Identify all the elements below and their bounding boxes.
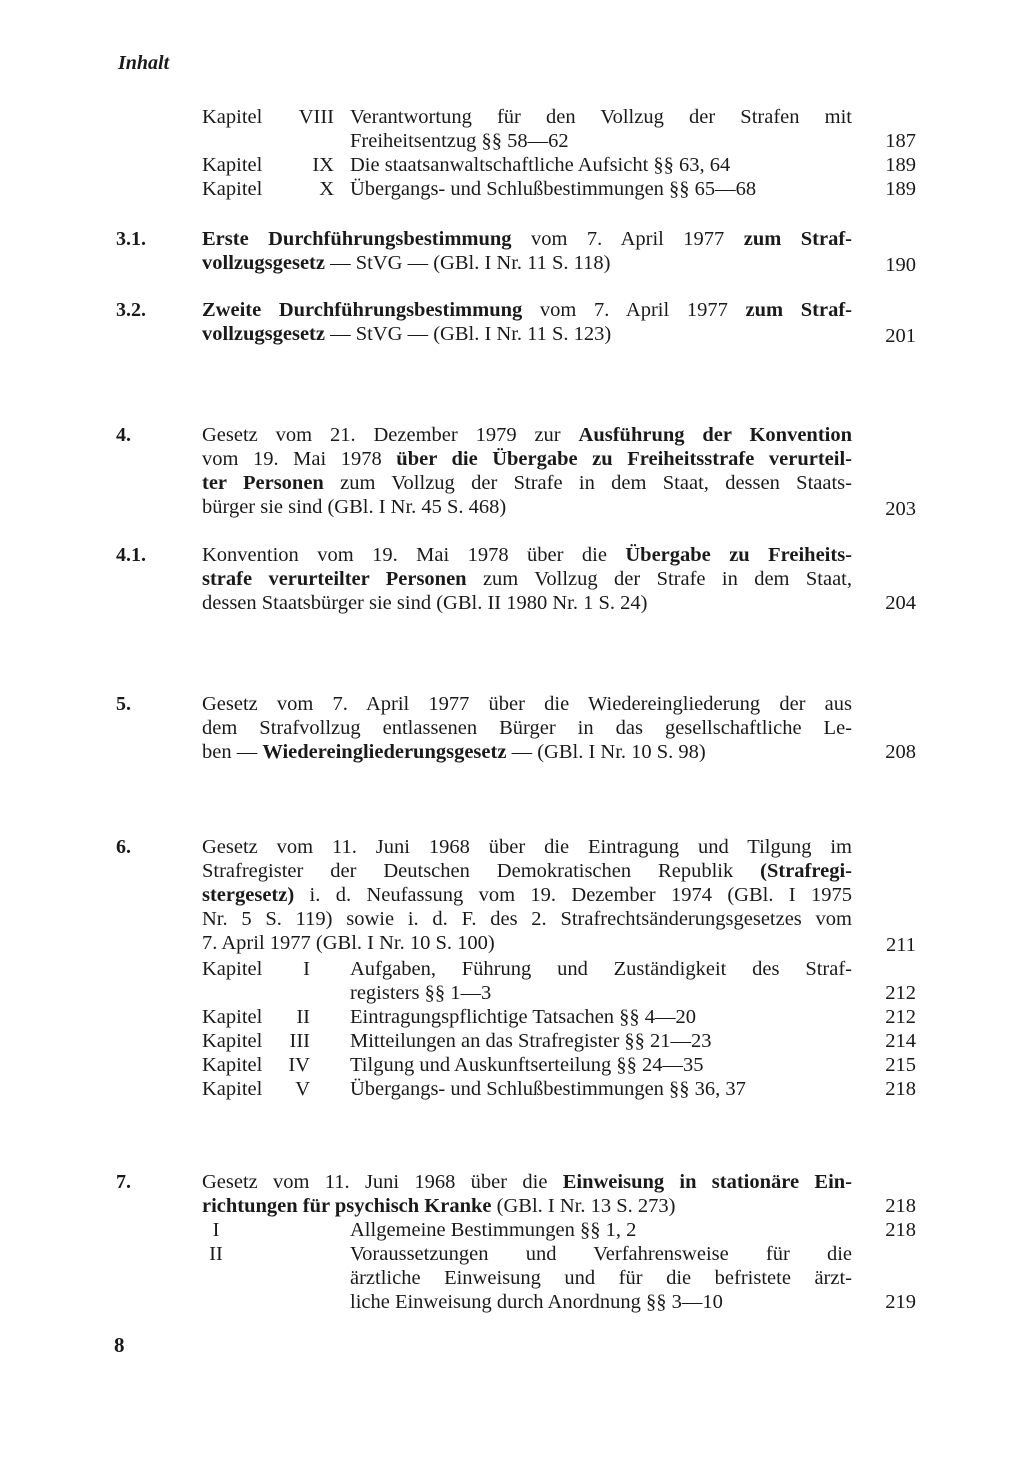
chapter-label: Kapitel <box>202 1078 263 1100</box>
chapter-number: IV <box>288 1054 310 1076</box>
page-number: 190 <box>885 254 916 276</box>
page-number: 212 <box>885 1006 916 1028</box>
page-number: 189 <box>885 178 916 200</box>
entry-number: 3.2. <box>116 299 146 321</box>
toc-chapter-iii <box>0 1029 1024 1053</box>
chapter-title: Tilgung und Auskunftserteilung §§ 24—35 <box>350 1054 704 1076</box>
entry-title: Gesetz vom 11. Juni 1968 über die Eintragung und Tilgung im Strafregister der Deutschen Demokratischen Republik (Strafregi- stergesetz) i. d. Neufassung vom 19. Dezember 1974 (GBl. I 1975 Nr. 5 S. 119) sowie i. d. F. des 2. Strafrechtsänderungsgesetzes vom 7. April 1977 (GBl. I Nr. 10 S. 100) <box>202 836 852 954</box>
toc-chapter-x <box>0 177 1024 201</box>
chapter-title: Übergangs- und Schlußbestimmungen §§ 65—68 <box>350 178 757 200</box>
chapter-number: III <box>289 1030 310 1052</box>
chapter-label: Kapitel <box>202 958 263 980</box>
page-number: 187 <box>885 130 916 152</box>
chapter-label: Kapitel <box>202 106 263 128</box>
chapter-label: Kapitel <box>202 178 263 200</box>
chapter-title: Aufgaben, Führung und Zuständigkeit des Straf- registers §§ 1—3 <box>350 958 852 1004</box>
section-number: II <box>209 1243 223 1265</box>
entry-title: Gesetz vom 7. April 1977 über die Wiedereingliederung der aus dem Strafvollzug entlassenen Bürger in das gesellschaftliche Le- ben — Wiedereingliederungsgesetz — (GBl. I Nr. 10 S. 98) <box>202 693 852 763</box>
running-header: Inhalt <box>118 52 170 74</box>
chapter-number: IX <box>312 154 334 176</box>
entry-number: 7. <box>116 1171 131 1193</box>
page-number: 211 <box>886 934 916 956</box>
page-number: 203 <box>885 498 916 520</box>
page-number: 208 <box>885 741 916 763</box>
toc-chapter-ii <box>0 1005 1024 1029</box>
chapter-label: Kapitel <box>202 1030 263 1052</box>
toc-chapter-i <box>0 957 1024 1004</box>
entry-number: 3.1. <box>116 228 146 250</box>
page-number: 201 <box>885 325 916 347</box>
page-number: 189 <box>885 154 916 176</box>
toc-section-i <box>0 1218 1024 1242</box>
page-number: 215 <box>885 1054 916 1076</box>
entry-number: 4.1. <box>116 544 146 566</box>
toc-chapter-ix <box>0 153 1024 177</box>
entry-title: Konvention vom 19. Mai 1978 über die Übergabe zu Freiheits- strafe verurteilter Personen zum Vollzug der Strafe in dem Staat, dessen Staatsbürger sie sind (GBl. II 1980 Nr. 1 S. 24) <box>202 544 852 614</box>
toc-chapter-v <box>0 1077 1024 1101</box>
page-number: 212 <box>885 982 916 1004</box>
section-number: I <box>212 1219 220 1241</box>
chapter-label: Kapitel <box>202 154 263 176</box>
page-number: 204 <box>885 592 916 614</box>
entry-title: Gesetz vom 21. Dezember 1979 zur Ausführung der Konvention vom 19. Mai 1978 über die Übergabe zu Freiheitsstrafe verurteil- ter Personen zum Vollzug der Strafe in dem Staat, dessen Staats- bürger sie sind (GBl. I Nr. 45 S. 468) <box>202 424 853 518</box>
chapter-number: II <box>296 1006 310 1028</box>
toc-chapter-iv <box>0 1053 1024 1077</box>
chapter-label: Kapitel <box>202 1006 263 1028</box>
entry-title: Erste Durchführungsbestimmung vom 7. April 1977 zum Straf- vollzugsgesetz — StVG — (GBl. I Nr. 11 S. 118) <box>202 228 853 274</box>
page-number: 219 <box>885 1291 916 1313</box>
chapter-title: Eintragungspflichtige Tatsachen §§ 4—20 <box>350 1006 697 1028</box>
entry-number: 6. <box>116 836 131 858</box>
chapter-title: Übergangs- und Schlußbestimmungen §§ 36, 37 <box>350 1078 746 1100</box>
page-number: 218 <box>885 1219 916 1241</box>
section-title: Allgemeine Bestimmungen §§ 1, 2 <box>350 1219 637 1241</box>
chapter-number: I <box>303 958 310 980</box>
entry-number: 5. <box>116 693 131 715</box>
entry-title: Gesetz vom 11. Juni 1968 über die Einweisung in stationäre Ein- richtungen für psychisch Kranke (GBl. I Nr. 13 S. 273) <box>202 1171 852 1217</box>
chapter-title: Mitteilungen an das Strafregister §§ 21—23 <box>350 1030 712 1052</box>
toc-chapter-viii <box>0 105 1024 152</box>
chapter-number: X <box>319 178 334 200</box>
chapter-label: Kapitel <box>202 1054 263 1076</box>
chapter-number: V <box>295 1078 310 1100</box>
section-title: Voraussetzungen und Verfahrensweise für die ärztliche Einweisung und für die befristete ärzt- liche Einweisung durch Anordnung §§ 3—10 <box>350 1243 852 1313</box>
page-number: 218 <box>885 1195 916 1217</box>
entry-number: 4. <box>116 424 131 446</box>
toc-section-ii <box>0 1242 1024 1313</box>
page-number: 214 <box>885 1030 916 1052</box>
page-number: 218 <box>885 1078 916 1100</box>
page-number-footer: 8 <box>114 1333 125 1357</box>
chapter-number: VIII <box>298 106 334 128</box>
chapter-title: Die staatsanwaltschaftliche Aufsicht §§ 63, 64 <box>350 154 731 176</box>
chapter-title: Verantwortung für den Vollzug der Strafen mit Freiheitsentzug §§ 58—62 <box>350 106 852 152</box>
entry-title: Zweite Durchführungsbestimmung vom 7. April 1977 zum Straf- vollzugsgesetz — StVG — (GBl. I Nr. 11 S. 123) <box>202 299 852 345</box>
